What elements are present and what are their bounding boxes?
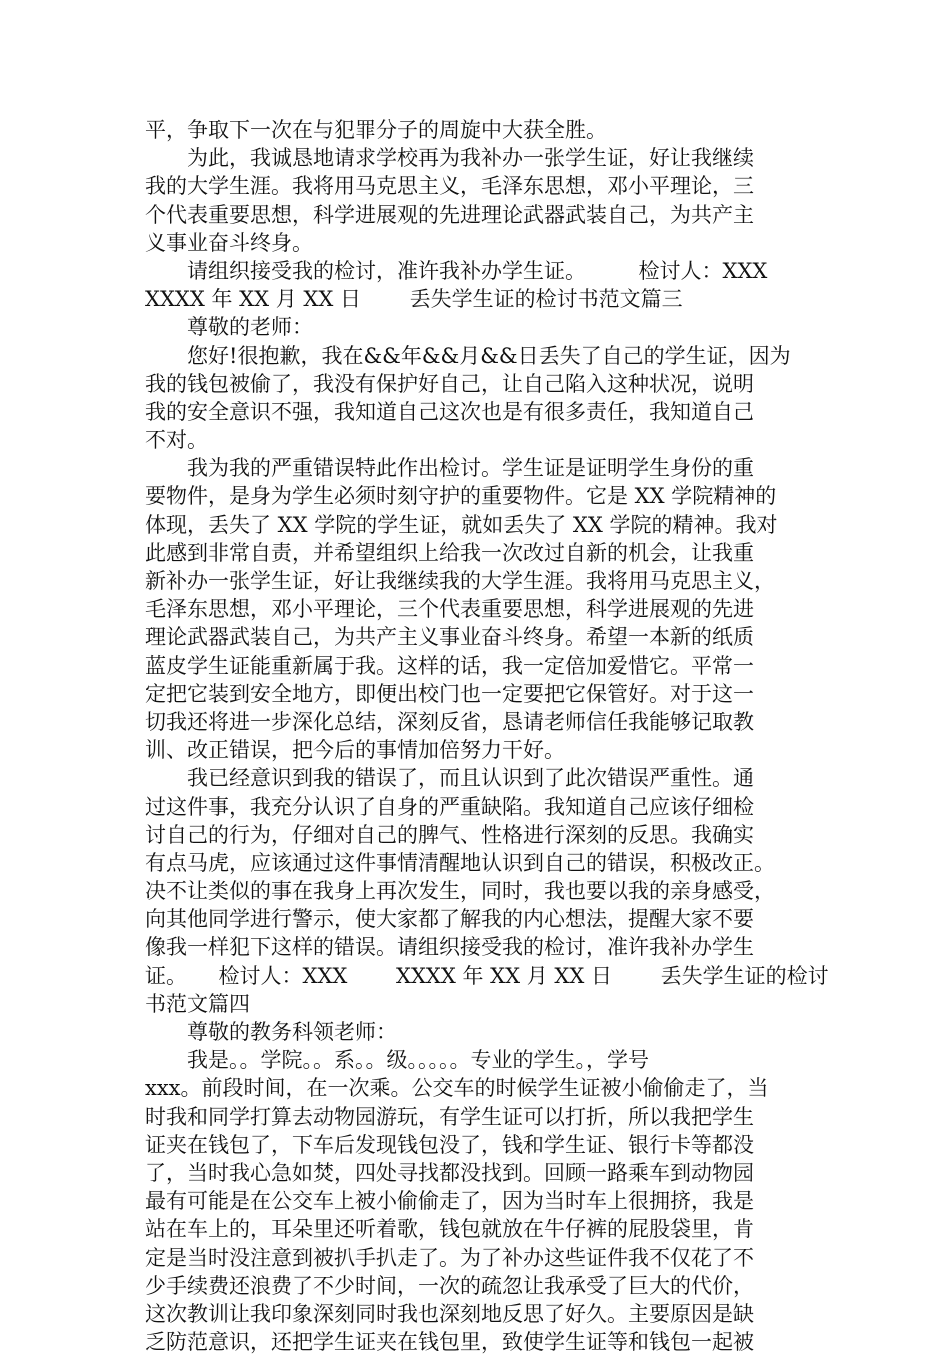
text-line: 决不让类似的事在我身上再次发生，同时，我也要以我的亲身感受， [145, 879, 775, 904]
text-line: xxx。前段时间，在一次乘。公交车的时候学生证被小偷偷走了，当 [145, 1076, 769, 1101]
text-line: 像我一样犯下这样的错误。请组织接受我的检讨，准许我补办学生 [145, 935, 754, 960]
text-line: 定是当时没注意到被扒手扒走了。为了补办这些证件我不仅花了不 [145, 1245, 754, 1270]
text-line: 时我和同学打算去动物园游玩，有学生证可以打折，所以我把学生 [145, 1104, 754, 1129]
text-line: 您好!很抱歉，我在&&年&&月&&日丢失了自己的学生证，因为 [145, 343, 791, 368]
text-line: 此感到非常自责，并希望组织上给我一次改过自新的机会，让我重 [145, 540, 754, 565]
text-line: 要物件，是身为学生必须时刻守护的重要物件。它是 XX 学院精神的 [145, 484, 777, 509]
text-line: 我的大学生涯。我将用马克思主义，毛泽东思想，邓小平理论，三 [145, 174, 754, 199]
text-line: 切我还将进一步深化总结，深刻反省，恳请老师信任我能够记取教 [145, 709, 754, 734]
text-line: 我已经意识到我的错误了，而且认识到了此次错误严重性。通 [145, 766, 754, 791]
text-line: 证。 检讨人：XXX XXXX 年 XX 月 XX 日 丢失学生证的检讨 [145, 963, 829, 988]
text-line: 义事业奋斗终身。 [145, 230, 313, 255]
text-line: 讨自己的行为，仔细对自己的脾气、性格进行深刻的反思。我确实 [145, 822, 754, 847]
text-line: 我为我的严重错误特此作出检讨。学生证是证明学生身份的重 [145, 456, 754, 481]
salutation: 尊敬的老师： [145, 315, 313, 340]
text-line: 有点马虎，应该通过这件事情清醒地认识到自己的错误，积极改正。 [145, 850, 775, 875]
text-line: 定把它装到安全地方，即便出校门也一定要把它保管好。对于这一 [145, 681, 754, 706]
text-line: 为此，我诚恳地请求学校再为我补办一张学生证，好让我继续 [145, 146, 754, 171]
text-line: 最有可能是在公交车上被小偷偷走了，因为当时车上很拥挤，我是 [145, 1189, 754, 1214]
text-line: 我的安全意识不强，我知道自己这次也是有很多责任，我知道自己 [145, 399, 754, 424]
text-line: 过这件事，我充分认识了自身的严重缺陷。我知道自己应该仔细检 [145, 794, 754, 819]
text-line: 我的钱包被偷了，我没有保护好自己，让自己陷入这种状况，说明 [145, 371, 754, 396]
section-title: 书范文篇四 [145, 991, 250, 1016]
text-line: 不对。 [145, 428, 208, 453]
text-line: 蓝皮学生证能重新属于我。这样的话，我一定倍加爱惜它。平常一 [145, 653, 754, 678]
salutation: 尊敬的教务科领老师： [145, 1020, 397, 1044]
text-line: 训、改正错误，把今后的事情加倍努力干好。 [145, 738, 565, 763]
text-line: 平，争取下一次在与犯罪分子的周旋中大获全胜。 [145, 118, 607, 142]
text-line: 乏防范意识，还把学生证夹在钱包里，致使学生证等和钱包一起被 [145, 1330, 754, 1355]
text-line: 向其他同学进行警示，使大家都了解我的内心想法，提醒大家不要 [145, 907, 754, 932]
text-line: XXXX 年 XX 月 XX 日 丢失学生证的检讨书范文篇三 [145, 287, 683, 312]
text-line: 体现，丢失了 XX 学院的学生证，就如丢失了 XX 学院的精神。我对 [145, 512, 778, 537]
text-line: 站在车上的，耳朵里还听着歌，钱包就放在牛仔裤的屁股袋里，肯 [145, 1217, 754, 1242]
text-line: 了，当时我心急如焚，四处寻找都没找到。回顾一路乘车到动物园 [145, 1160, 754, 1185]
text-line: 少手续费还浪费了不少时间，一次的疏忽让我承受了巨大的代价， [145, 1273, 754, 1298]
text-line: 新补办一张学生证，好让我继续我的大学生涯。我将用马克思主义， [145, 569, 775, 593]
text-line: 理论武器武装自己，为共产主义事业奋斗终身。希望一本新的纸质 [145, 625, 754, 650]
text-line: 个代表重要思想，科学进展观的先进理论武器武装自己，为共产主 [145, 202, 754, 227]
text-line: 请组织接受我的检讨，准许我补办学生证。 检讨人：XXX [145, 258, 768, 283]
document-body [145, 116, 829, 1356]
text-line: 证夹在钱包了，下车后发现钱包没了，钱和学生证、银行卡等都没 [145, 1132, 754, 1157]
text-line: 毛泽东思想，邓小平理论，三个代表重要思想，科学进展观的先进 [145, 597, 754, 622]
text-line: 我是。。学院。。系。。级。。。。。专业的学生。，学号 [145, 1048, 649, 1073]
text-line: 这次教训让我印象深刻同时我也深刻地反思了好久。主要原因是缺 [145, 1301, 754, 1326]
